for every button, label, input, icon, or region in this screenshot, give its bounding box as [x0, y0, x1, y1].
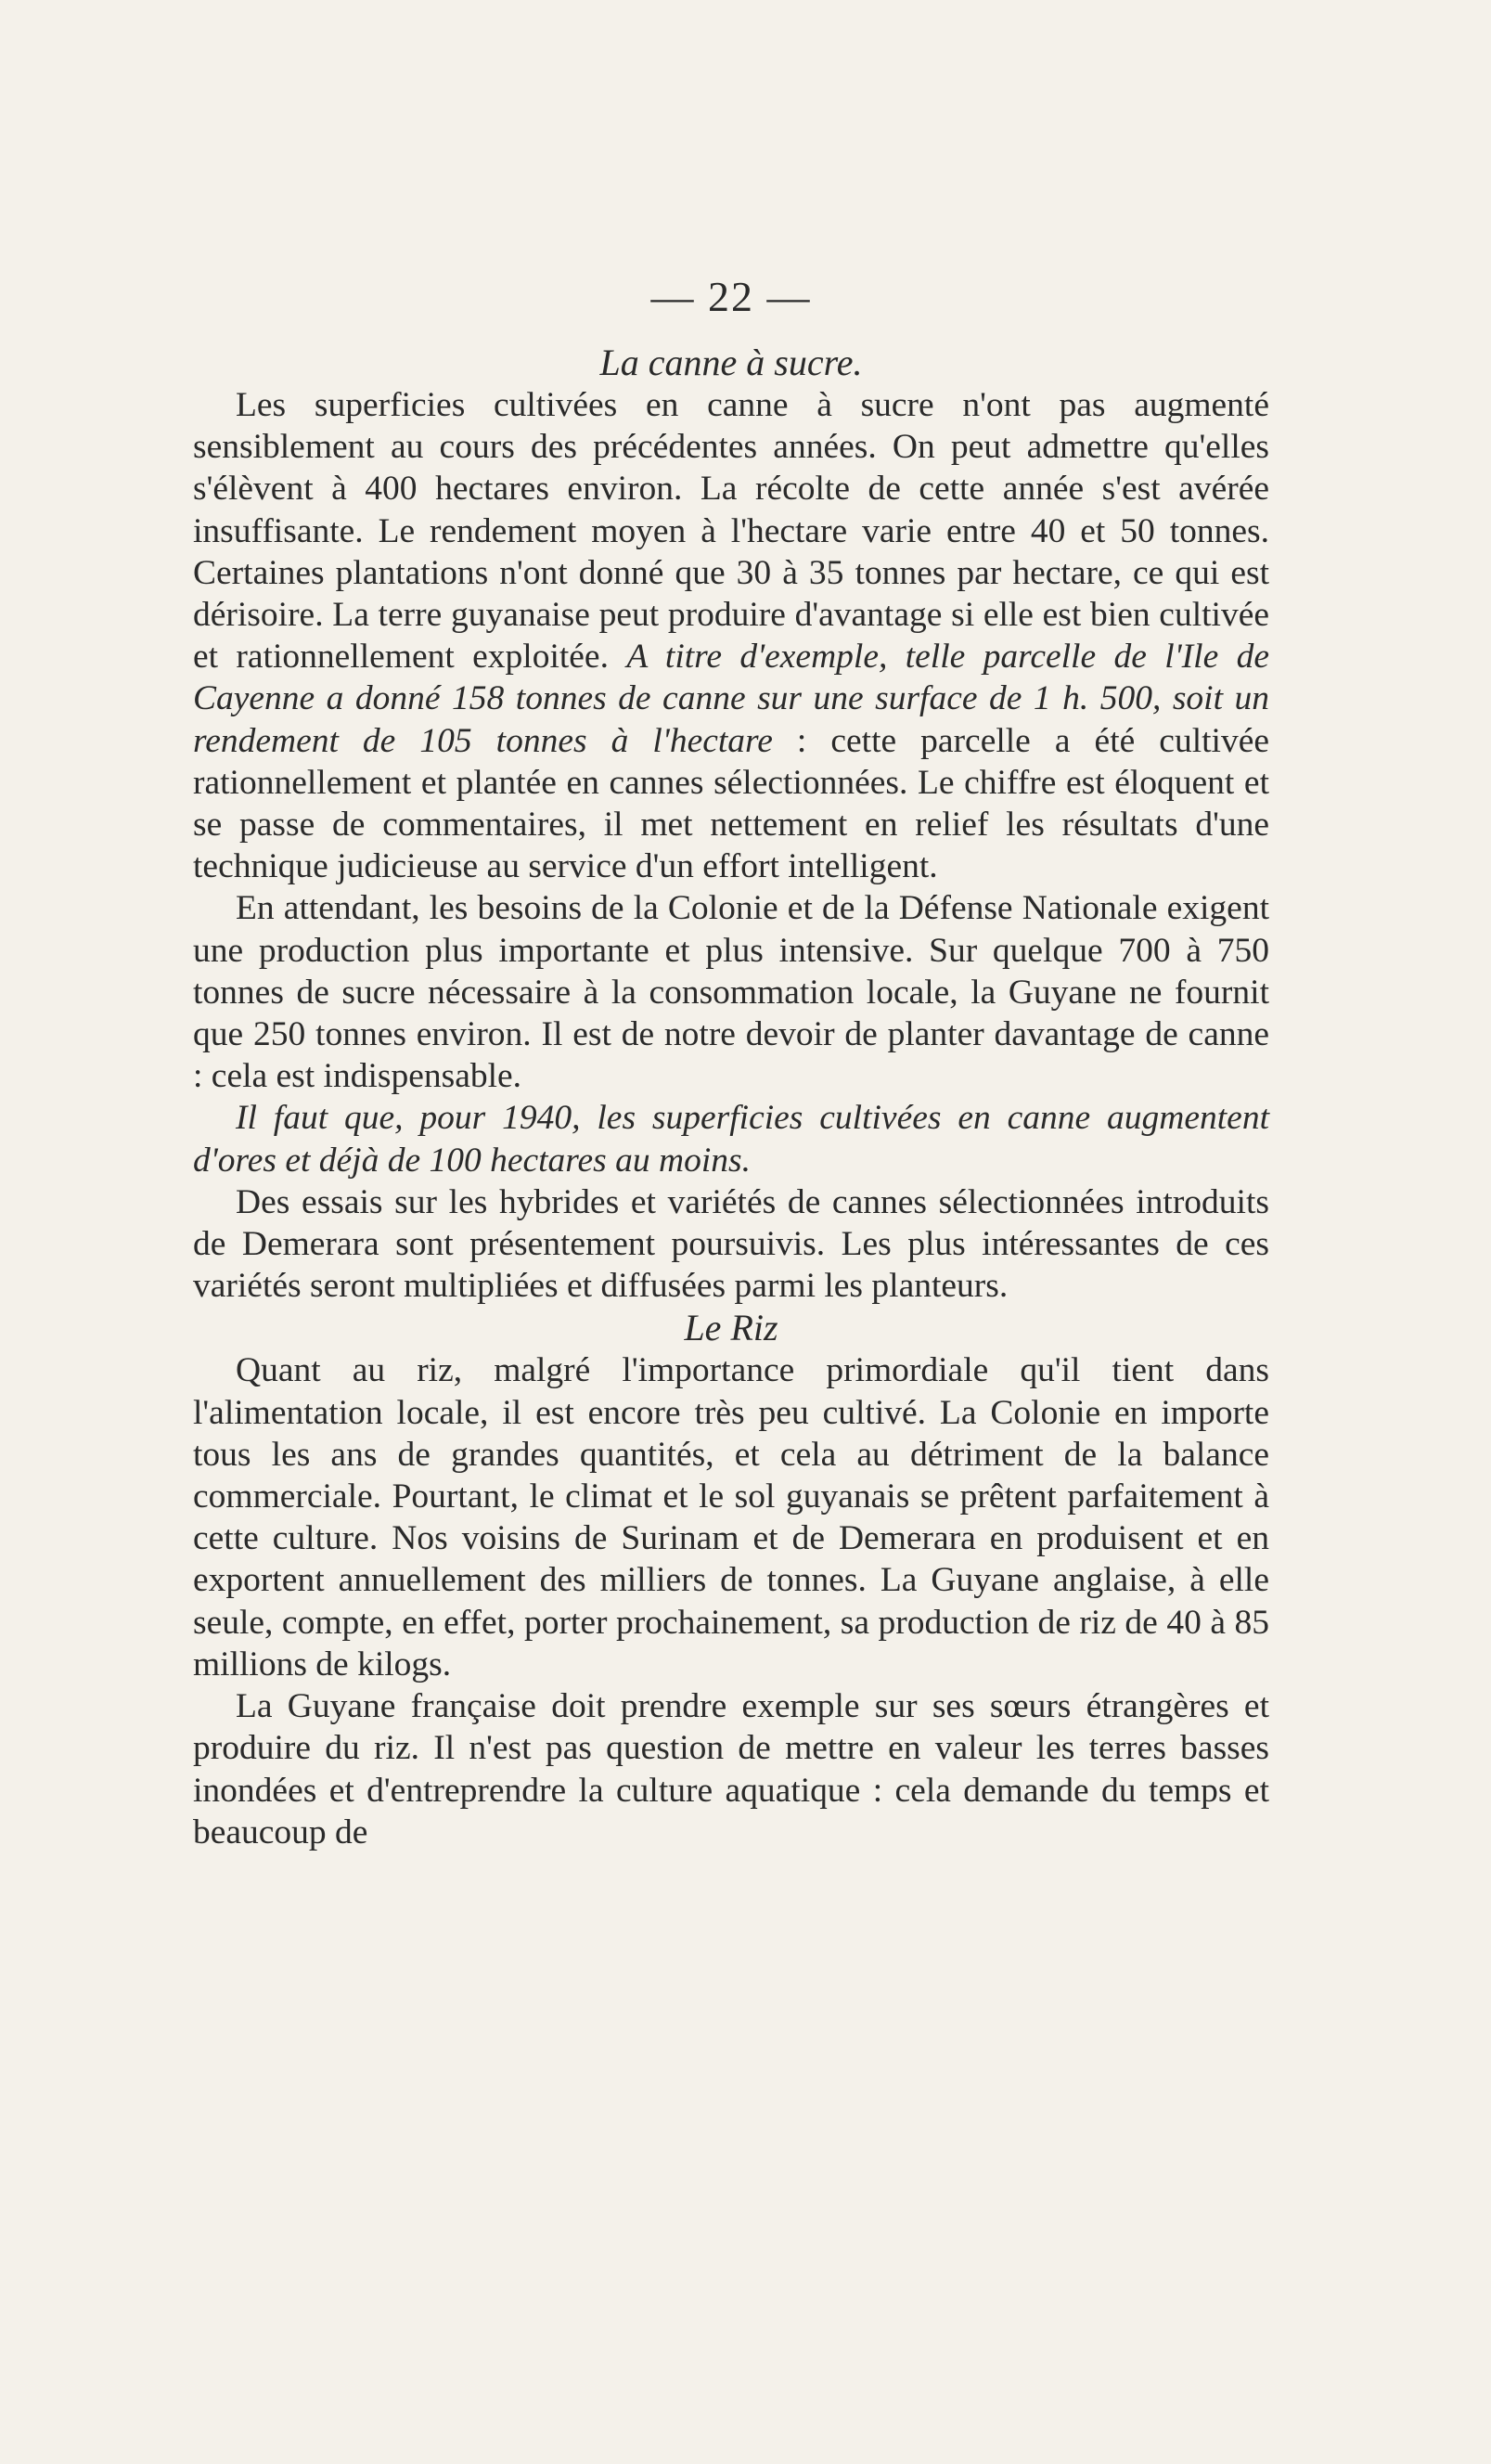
- text-run: : cette parcelle a été cultivée rationnellement et plantée en cannes sélectionnées. Le chiffre est éloquent et se passe de commentaires, il met nettement en relief les résultats d'une technique judicieuse au service d'un effort intelligent.: [193, 721, 1269, 886]
- paragraph: [193, 1097, 1269, 1180]
- page-number: — 22 —: [650, 273, 812, 320]
- italic-text-run: Il faut que, pour 1940, les superficies cultivées en canne augmentent d'ores et déjà de 100 hectares au moins.: [193, 1099, 1269, 1180]
- section-heading: Le Riz: [684, 1307, 778, 1349]
- paragraph: [193, 384, 1269, 887]
- paragraph: [193, 1685, 1269, 1853]
- text-run: Les superficies cultivées en canne à sucre n'ont pas augmenté sensiblement au cours des précédentes années. On peut admettre qu'elles s'élèvent à 400 hectares environ. La récolte de cette année s'est avérée insuffisante. Le rendement moyen à l'hectare varie entre 40 et 50 tonnes. Certaines plantations n'ont donné que 30 à 35 tonnes par hectare, ce qui est dérisoire. La terre guyanaise peut produire d'avantage si elle est bien cultivée et rationnellement exploitée.: [193, 386, 1269, 677]
- text-run: La Guyane française doit prendre exemple sur ses sœurs étrangères et produire du riz. Il n'est pas question de mettre en valeur les terres basses inondées et d'entreprendre la culture aquatique : cela demande du temps et beaucoup de: [193, 1687, 1269, 1851]
- text-run: Quant au riz, malgré l'importance primordiale qu'il tient dans l'alimentation locale, il est encore très peu cultivé. La Colonie en importe tous les ans de grandes quantités, et cela au détriment de la balance commerciale. Pourtant, le climat et le sol guyanais se prêtent parfaitement à cette culture. Nos voisins de Surinam et de Demerara en produisent et en exportent annuellement des milliers de tonnes. La Guyane anglaise, à elle seule, compte, en effet, porter prochainement, sa production de riz de 40 à 85 millions de kilogs.: [193, 1351, 1269, 1684]
- section-heading: La canne à sucre.: [599, 342, 863, 383]
- section-rice: [193, 1307, 1269, 1852]
- text-column: [193, 269, 1269, 1853]
- paragraph: [193, 1349, 1269, 1685]
- text-run: En attendant, les besoins de la Colonie et de la Défense Nationale exigent une production plus importante et plus intensive. Sur quelque 700 à 750 tonnes de sucre nécessaire à la consommation locale, la Guyane ne fournit que 250 tonnes environ. Il est de notre devoir de planter davantage de canne : cela est indispensable.: [193, 889, 1269, 1096]
- paragraph: [193, 1181, 1269, 1308]
- section-sugar-cane: [193, 342, 1269, 1307]
- italic-text-run: A titre d'exemple, telle parcelle de l'Ile de Cayenne a donné 158 tonnes de canne sur une surface de 1 h. 500, soit un rendement de 105 tonnes à l'hectare: [193, 638, 1269, 760]
- paragraph: [193, 887, 1269, 1097]
- text-run: Des essais sur les hybrides et variétés de cannes sélectionnées introduits de Demerara sont présentement poursuivis. Les plus intéressantes de ces variétés seront multipliées et diffusées parmi les planteurs.: [193, 1182, 1269, 1306]
